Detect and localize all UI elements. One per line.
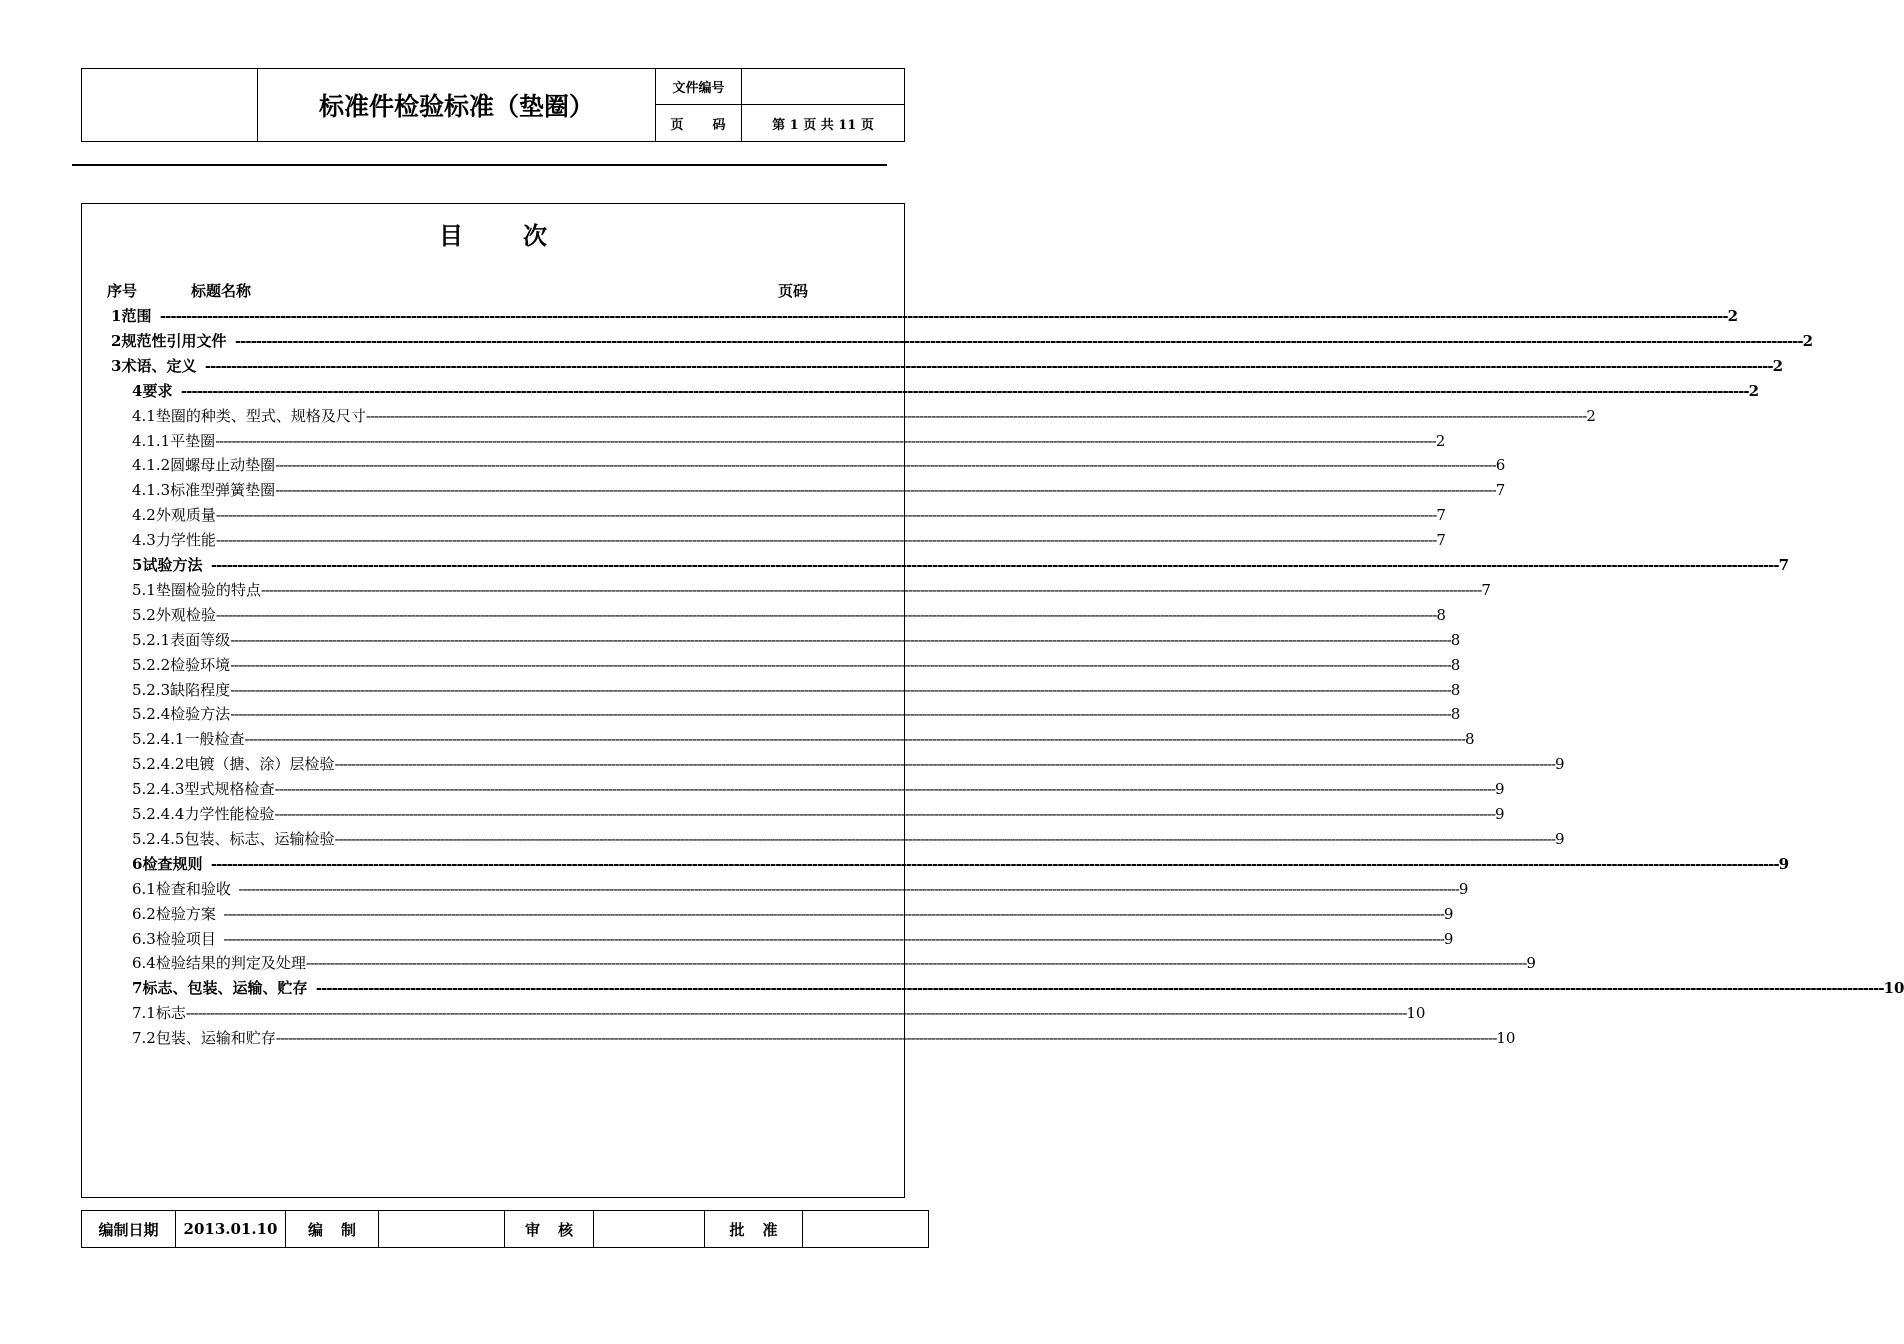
toc-entry bbox=[132, 604, 1446, 626]
toc-leader: ------------------------------------------------------------------------------------------------------------------------------------------------------------------------------------------------------------------------------------------------------------------------------------------------------------ bbox=[230, 680, 1451, 699]
toc-entry bbox=[132, 977, 1904, 999]
col-number-header: 序号 bbox=[107, 282, 138, 300]
toc-entry-number: 2 bbox=[111, 331, 122, 350]
toc-entry-title: 一般检查 bbox=[184, 730, 245, 749]
toc-entry-number: 5 bbox=[132, 556, 143, 574]
page-value: 第 1 页 共 11 页 bbox=[772, 117, 874, 133]
toc-entry-title: 缺陷程度 bbox=[170, 680, 231, 699]
toc-entry-title: 标志 bbox=[155, 1004, 186, 1023]
toc-entry-title: 外观检验 bbox=[155, 605, 216, 624]
toc-entry-page: 9 bbox=[1443, 904, 1454, 923]
toc-entry bbox=[132, 629, 1461, 651]
toc-entry-page: 6 bbox=[1495, 456, 1506, 475]
toc-leader: ------------------------------------------------------------------------------------------------------------------------------------------------------------------------------------------------------------------------------------------------------------------------------------------------------------ bbox=[230, 705, 1451, 724]
toc-leader: ------------------------------------------------------------------------------------------------------------------------------------------------------------------------------------------------------------------------------------------------------------------------------------------------------------ bbox=[275, 481, 1496, 500]
toc-entry-number: 6.1 bbox=[132, 879, 156, 898]
toc-entry-number: 4.2 bbox=[132, 506, 156, 525]
toc-entry bbox=[132, 430, 1446, 452]
document-title: 标准件检验标准（垫圈） bbox=[258, 69, 656, 141]
toc-entry-title: 检验项目 bbox=[155, 929, 216, 948]
toc-leader: ------------------------------------------------------------------------------------------------------------------------------------------------------------------------------------------------------------------------------------------------------------------------------------------------------------ bbox=[275, 1029, 1497, 1048]
toc-entry bbox=[132, 778, 1505, 800]
toc-leader: ------------------------------------------------------------------------------------------------------------------------------------------------------------------------------------------------------------------------------------------------------------------------------------------------------------ bbox=[365, 406, 1587, 425]
toc-title-right: 次 bbox=[523, 222, 547, 250]
toc-entry bbox=[132, 454, 1506, 476]
toc-entry-number: 4 bbox=[132, 381, 143, 400]
toc-entry bbox=[132, 903, 1454, 925]
toc-entry-page: 9 bbox=[1555, 755, 1565, 774]
toc-entry-page: 7 bbox=[1495, 481, 1506, 500]
header-divider bbox=[72, 164, 887, 166]
toc-entry-number: 7 bbox=[132, 979, 143, 998]
toc-entry-page: 2 bbox=[1748, 381, 1760, 400]
toc-entry-title: 电镀（搪、涂）层检验 bbox=[184, 755, 335, 774]
approve-label: 批准 bbox=[705, 1211, 803, 1247]
toc-leader: ------------------------------------------------------------------------------------------------------------------------------------------------------------------------------------------------------------------------------------------------------------------------------------------------------------ bbox=[274, 780, 1496, 799]
toc-entry-title: 标准型弹簧垫圈 bbox=[170, 481, 276, 500]
toc-leader: ------------------------------------------------------------------------------------------------------------------------------------------------------------------------------------------------------------------------------------------------------------------------------------------------------------ bbox=[202, 556, 1779, 574]
toc-entry bbox=[132, 654, 1461, 676]
toc-entry-title: 检查和验收 bbox=[155, 879, 231, 898]
toc-entry-title: 试验方法 bbox=[142, 556, 203, 574]
toc-leader: ------------------------------------------------------------------------------------------------------------------------------------------------------------------------------------------------------------------------------------------------------------------------------------------------------------ bbox=[230, 630, 1451, 649]
toc-entry-number: 5.2 bbox=[132, 605, 156, 624]
toc-entry bbox=[132, 803, 1505, 825]
toc-title-left: 目 bbox=[439, 222, 463, 250]
toc-entry-number: 5.1 bbox=[132, 580, 156, 599]
page-label: 页 码 bbox=[656, 105, 742, 141]
toc-entry-page: 9 bbox=[1495, 805, 1505, 823]
toc-entry-page: 8 bbox=[1436, 605, 1446, 624]
toc-entry-title: 圆螺母止动垫圈 bbox=[170, 456, 276, 475]
compile-value bbox=[379, 1211, 505, 1247]
toc-entry-number: 5.2.4.5 bbox=[132, 829, 185, 848]
toc-leader: ------------------------------------------------------------------------------------------------------------------------------------------------------------------------------------------------------------------------------------------------------------------------------------------------------------ bbox=[185, 1004, 1407, 1023]
toc-entry bbox=[132, 1027, 1516, 1049]
toc-leader: ------------------------------------------------------------------------------------------------------------------------------------------------------------------------------------------------------------------------------------------------------------------------------------------------------------ bbox=[307, 979, 1884, 998]
toc-entry-number: 6 bbox=[132, 854, 143, 873]
date-label: 编制日期 bbox=[82, 1211, 176, 1247]
toc-entry-page: 10 bbox=[1496, 1029, 1516, 1048]
toc-entry-title: 术语、定义 bbox=[121, 356, 197, 375]
date-value: 2013.01.10 bbox=[176, 1211, 286, 1247]
toc-entry-title: 包装、运输和贮存 bbox=[155, 1029, 276, 1048]
document-header bbox=[81, 68, 905, 142]
toc-entry-number: 1 bbox=[111, 307, 122, 325]
toc-entry bbox=[132, 405, 1596, 427]
toc-entry bbox=[111, 355, 1784, 377]
toc-entry-page: 2 bbox=[1727, 307, 1739, 325]
toc-entry-title: 外观质量 bbox=[155, 506, 216, 525]
toc-leader: ------------------------------------------------------------------------------------------------------------------------------------------------------------------------------------------------------------------------------------------------------------------------------------------------------------ bbox=[230, 655, 1451, 674]
toc-entry-title: 平垫圈 bbox=[170, 431, 216, 450]
toc-entry-page: 8 bbox=[1465, 730, 1475, 749]
toc-entry-page: 9 bbox=[1495, 780, 1505, 799]
toc-entry-page: 8 bbox=[1450, 630, 1461, 649]
toc-leader: ------------------------------------------------------------------------------------------------------------------------------------------------------------------------------------------------------------------------------------------------------------------------------------------------------------ bbox=[334, 755, 1556, 774]
toc-entry-page: 9 bbox=[1443, 929, 1454, 948]
toc-entry-title: 范围 bbox=[121, 307, 152, 325]
toc-entry-number: 6.3 bbox=[132, 929, 156, 948]
toc-leader: ------------------------------------------------------------------------------------------------------------------------------------------------------------------------------------------------------------------------------------------------------------------------------------------------------------ bbox=[172, 381, 1749, 400]
toc-entry-title: 垫圈的种类、型式、规格及尺寸 bbox=[155, 406, 366, 425]
toc-entry-page: 8 bbox=[1450, 655, 1461, 674]
review-value bbox=[594, 1211, 705, 1247]
toc-entry-page: 2 bbox=[1435, 431, 1446, 450]
toc-leader: ------------------------------------------------------------------------------------------------------------------------------------------------------------------------------------------------------------------------------------------------------------------------------------------------------------ bbox=[202, 854, 1779, 873]
col-title-header: 标题名称 bbox=[191, 282, 252, 300]
toc-entry-title: 检查规则 bbox=[142, 854, 203, 873]
toc-title bbox=[82, 216, 904, 251]
toc-entry bbox=[132, 728, 1475, 750]
toc-entry bbox=[132, 828, 1565, 850]
toc-entry bbox=[132, 579, 1491, 601]
toc-entry-page: 9 bbox=[1778, 854, 1790, 873]
toc-entry-number: 4.1.1 bbox=[132, 431, 171, 450]
toc-entry-page: 10 bbox=[1883, 979, 1904, 998]
toc-leader: ------------------------------------------------------------------------------------------------------------------------------------------------------------------------------------------------------------------------------------------------------------------------------------------------------------ bbox=[244, 730, 1466, 749]
toc-entry bbox=[111, 330, 1814, 352]
toc-entry-page: 9 bbox=[1458, 879, 1469, 898]
toc-entry-title: 检验结果的判定及处理 bbox=[155, 954, 306, 973]
toc-entry-page: 7 bbox=[1778, 556, 1790, 574]
toc-entry-page: 8 bbox=[1450, 705, 1461, 724]
toc-entry-page: 7 bbox=[1436, 506, 1446, 525]
toc-entry-title: 表面等级 bbox=[170, 630, 231, 649]
toc-leader: ------------------------------------------------------------------------------------------------------------------------------------------------------------------------------------------------------------------------------------------------------------------------------------------------------------ bbox=[226, 331, 1803, 350]
toc-entry-page: 2 bbox=[1802, 331, 1814, 350]
toc-entry-page: 10 bbox=[1406, 1004, 1426, 1023]
toc-entry-title: 包装、标志、运输检验 bbox=[184, 829, 335, 848]
toc-leader: ------------------------------------------------------------------------------------------------------------------------------------------------------------------------------------------------------------------------------------------------------------------------------------------------------------ bbox=[230, 879, 1459, 898]
toc-leader: ------------------------------------------------------------------------------------------------------------------------------------------------------------------------------------------------------------------------------------------------------------------------------------------------------------ bbox=[196, 356, 1773, 375]
toc-leader: ------------------------------------------------------------------------------------------------------------------------------------------------------------------------------------------------------------------------------------------------------------------------------------------------------------ bbox=[215, 605, 1437, 624]
toc-entry-page: 2 bbox=[1586, 406, 1596, 425]
toc-entry-title: 型式规格检查 bbox=[184, 780, 275, 799]
toc-entry-title: 力学性能 bbox=[155, 531, 216, 550]
toc-entry-number: 4.1.3 bbox=[132, 481, 171, 500]
toc-entry bbox=[132, 1002, 1426, 1024]
toc-entry-number: 7.2 bbox=[132, 1029, 156, 1048]
toc-entry bbox=[132, 703, 1461, 725]
toc-leader: ------------------------------------------------------------------------------------------------------------------------------------------------------------------------------------------------------------------------------------------------------------------------------------------------------------ bbox=[305, 954, 1527, 973]
toc-entry bbox=[132, 952, 1536, 974]
col-page-header: 页码 bbox=[778, 282, 809, 300]
toc-leader: ------------------------------------------------------------------------------------------------------------------------------------------------------------------------------------------------------------------------------------------------------------------------------------------------------------ bbox=[151, 307, 1728, 325]
toc-entry bbox=[132, 479, 1506, 501]
toc-entry bbox=[132, 380, 1760, 402]
toc-leader: ------------------------------------------------------------------------------------------------------------------------------------------------------------------------------------------------------------------------------------------------------------------------------------------------------------ bbox=[215, 506, 1437, 525]
toc-leader: ------------------------------------------------------------------------------------------------------------------------------------------------------------------------------------------------------------------------------------------------------------------------------------------------------------ bbox=[215, 531, 1437, 550]
doc-number-value bbox=[742, 69, 904, 105]
toc-entry bbox=[132, 878, 1469, 900]
toc-entry-number: 6.4 bbox=[132, 954, 156, 973]
toc-leader: ------------------------------------------------------------------------------------------------------------------------------------------------------------------------------------------------------------------------------------------------------------------------------------------------------------ bbox=[274, 805, 1496, 823]
toc-entry bbox=[132, 753, 1565, 775]
toc-entry bbox=[132, 928, 1454, 950]
approval-footer bbox=[81, 1210, 929, 1248]
toc-entry-number: 5.2.4 bbox=[132, 705, 171, 724]
toc-entry-page: 7 bbox=[1481, 580, 1491, 599]
toc-entry-title: 检验方案 bbox=[155, 904, 216, 923]
toc-entry bbox=[132, 853, 1790, 875]
toc-entry-number: 3 bbox=[111, 356, 122, 375]
toc-leader: ------------------------------------------------------------------------------------------------------------------------------------------------------------------------------------------------------------------------------------------------------------------------------------------------------------ bbox=[215, 929, 1444, 948]
toc-entry-page: 7 bbox=[1436, 531, 1446, 550]
toc-entry-title: 垫圈检验的特点 bbox=[155, 580, 261, 599]
toc-entry-title: 规范性引用文件 bbox=[121, 331, 227, 350]
review-label: 审核 bbox=[505, 1211, 594, 1247]
toc-entry-title: 要求 bbox=[142, 381, 173, 400]
toc-leader: ------------------------------------------------------------------------------------------------------------------------------------------------------------------------------------------------------------------------------------------------------------------------------------------------------------ bbox=[260, 580, 1482, 599]
toc-entry-page: 9 bbox=[1526, 954, 1536, 973]
toc-entry-title: 检验方法 bbox=[170, 705, 231, 724]
toc-entry-number: 7.1 bbox=[132, 1004, 156, 1023]
toc-leader: ------------------------------------------------------------------------------------------------------------------------------------------------------------------------------------------------------------------------------------------------------------------------------------------------------------ bbox=[215, 431, 1436, 450]
toc-entry-title: 检验环境 bbox=[170, 655, 231, 674]
toc-entry-number: 5.2.2 bbox=[132, 655, 171, 674]
toc-entry bbox=[132, 529, 1446, 551]
toc-entry bbox=[132, 679, 1461, 701]
toc-entry-number: 5.2.4.2 bbox=[132, 755, 185, 774]
compile-label: 编制 bbox=[286, 1211, 379, 1247]
approve-value bbox=[803, 1211, 928, 1247]
toc-entry-number: 5.2.4.4 bbox=[132, 805, 185, 823]
toc-entry-number: 5.2.4.3 bbox=[132, 780, 185, 799]
toc-entry-page: 8 bbox=[1450, 680, 1461, 699]
toc-entry-title: 标志、包装、运输、贮存 bbox=[142, 979, 308, 998]
toc-entry-page: 9 bbox=[1555, 829, 1565, 848]
toc-entry-title: 力学性能检验 bbox=[184, 805, 275, 823]
toc-entry-page: 2 bbox=[1772, 356, 1784, 375]
toc-entry bbox=[132, 554, 1790, 576]
toc-entry-number: 5.2.3 bbox=[132, 680, 171, 699]
toc-entry-number: 6.2 bbox=[132, 904, 156, 923]
toc-entry-number: 4.3 bbox=[132, 531, 156, 550]
toc-entry-number: 4.1.2 bbox=[132, 456, 171, 475]
toc-entry bbox=[132, 504, 1446, 526]
toc-entry-number: 4.1 bbox=[132, 406, 156, 425]
toc-leader: ------------------------------------------------------------------------------------------------------------------------------------------------------------------------------------------------------------------------------------------------------------------------------------------------------------ bbox=[215, 904, 1444, 923]
toc-entry bbox=[111, 305, 1739, 327]
toc-entry-number: 5.2.4.1 bbox=[132, 730, 185, 749]
logo-cell bbox=[82, 69, 258, 141]
toc-leader: ------------------------------------------------------------------------------------------------------------------------------------------------------------------------------------------------------------------------------------------------------------------------------------------------------------ bbox=[334, 829, 1556, 848]
toc-leader: ------------------------------------------------------------------------------------------------------------------------------------------------------------------------------------------------------------------------------------------------------------------------------------------------------------ bbox=[275, 456, 1496, 475]
doc-number-label: 文件编号 bbox=[656, 69, 742, 105]
toc-entry-number: 5.2.1 bbox=[132, 630, 171, 649]
